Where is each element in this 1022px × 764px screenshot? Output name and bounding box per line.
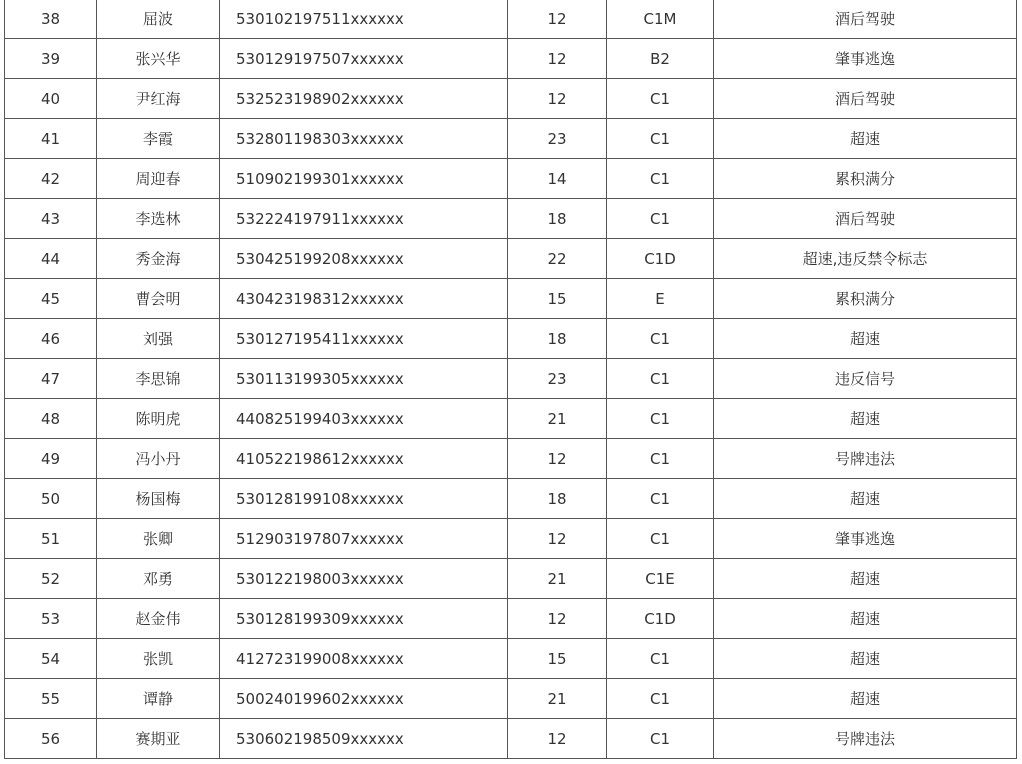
cell-serial-number: 42 [5,159,97,199]
cell-points: 18 [508,199,607,239]
cell-serial-number: 39 [5,39,97,79]
records-table [4,0,1017,759]
cell-points: 12 [508,79,607,119]
table-row [5,0,1017,39]
cell-name: 邓勇 [97,559,220,599]
cell-points: 21 [508,399,607,439]
cell-id-number: 440825199403xxxxxx [220,399,508,439]
cell-violation: 酒后驾驶 [714,79,1017,119]
table-row [5,119,1017,159]
cell-points: 18 [508,479,607,519]
cell-name: 陈明虎 [97,399,220,439]
cell-id-number: 532523198902xxxxxx [220,79,508,119]
cell-license-class: C1 [607,79,714,119]
table-row [5,239,1017,279]
cell-name: 刘强 [97,319,220,359]
table-row [5,599,1017,639]
cell-points: 23 [508,119,607,159]
table-row [5,719,1017,759]
cell-serial-number: 47 [5,359,97,399]
cell-id-number: 512903197807xxxxxx [220,519,508,559]
cell-name: 杨国梅 [97,479,220,519]
table-row [5,679,1017,719]
table-row [5,559,1017,599]
cell-violation: 超速 [714,679,1017,719]
cell-license-class: C1M [607,0,714,39]
cell-points: 12 [508,719,607,759]
cell-id-number: 530122198003xxxxxx [220,559,508,599]
table-row [5,319,1017,359]
cell-points: 21 [508,679,607,719]
cell-points: 23 [508,359,607,399]
cell-serial-number: 48 [5,399,97,439]
cell-serial-number: 43 [5,199,97,239]
table-row [5,79,1017,119]
cell-serial-number: 56 [5,719,97,759]
cell-id-number: 530113199305xxxxxx [220,359,508,399]
cell-violation: 肇事逃逸 [714,39,1017,79]
cell-violation: 超速 [714,119,1017,159]
cell-violation: 超速 [714,639,1017,679]
cell-serial-number: 46 [5,319,97,359]
cell-violation: 超速 [714,399,1017,439]
cell-serial-number: 52 [5,559,97,599]
cell-serial-number: 53 [5,599,97,639]
cell-license-class: C1 [607,359,714,399]
cell-points: 21 [508,559,607,599]
cell-license-class: C1 [607,319,714,359]
cell-name: 张凯 [97,639,220,679]
table-row [5,399,1017,439]
cell-license-class: C1 [607,159,714,199]
table-row [5,479,1017,519]
cell-license-class: E [607,279,714,319]
cell-violation: 超速 [714,479,1017,519]
cell-id-number: 530129197507xxxxxx [220,39,508,79]
cell-name: 张兴华 [97,39,220,79]
cell-points: 14 [508,159,607,199]
table-row [5,279,1017,319]
table-row [5,159,1017,199]
cell-id-number: 530425199208xxxxxx [220,239,508,279]
cell-violation: 号牌违法 [714,439,1017,479]
cell-license-class: B2 [607,39,714,79]
cell-serial-number: 50 [5,479,97,519]
cell-id-number: 510902199301xxxxxx [220,159,508,199]
cell-points: 12 [508,519,607,559]
cell-violation: 超速 [714,319,1017,359]
table-row [5,639,1017,679]
cell-violation: 超速 [714,559,1017,599]
table-row [5,199,1017,239]
cell-license-class: C1 [607,399,714,439]
cell-serial-number: 51 [5,519,97,559]
cell-id-number: 530128199309xxxxxx [220,599,508,639]
cell-name: 尹红海 [97,79,220,119]
cell-name: 李霞 [97,119,220,159]
cell-violation: 号牌违法 [714,719,1017,759]
cell-license-class: C1 [607,479,714,519]
cell-license-class: C1D [607,239,714,279]
cell-violation: 累积满分 [714,279,1017,319]
cell-license-class: C1D [607,599,714,639]
cell-license-class: C1 [607,439,714,479]
cell-name: 冯小丹 [97,439,220,479]
cell-license-class: C1 [607,199,714,239]
cell-name: 周迎春 [97,159,220,199]
cell-id-number: 530602198509xxxxxx [220,719,508,759]
table-row [5,439,1017,479]
cell-license-class: C1E [607,559,714,599]
table-row [5,519,1017,559]
cell-id-number: 530102197511xxxxxx [220,0,508,39]
cell-id-number: 530127195411xxxxxx [220,319,508,359]
cell-serial-number: 44 [5,239,97,279]
cell-license-class: C1 [607,639,714,679]
cell-points: 12 [508,0,607,39]
cell-violation: 超速 [714,599,1017,639]
cell-violation: 违反信号 [714,359,1017,399]
cell-points: 15 [508,639,607,679]
cell-violation: 酒后驾驶 [714,0,1017,39]
cell-serial-number: 54 [5,639,97,679]
cell-id-number: 532801198303xxxxxx [220,119,508,159]
cell-name: 李思锦 [97,359,220,399]
cell-violation: 酒后驾驶 [714,199,1017,239]
cell-violation: 肇事逃逸 [714,519,1017,559]
cell-serial-number: 45 [5,279,97,319]
table-row [5,39,1017,79]
cell-points: 15 [508,279,607,319]
cell-points: 12 [508,599,607,639]
cell-name: 张卿 [97,519,220,559]
cell-name: 屈波 [97,0,220,39]
cell-name: 赛期亚 [97,719,220,759]
cell-id-number: 530128199108xxxxxx [220,479,508,519]
cell-serial-number: 55 [5,679,97,719]
cell-license-class: C1 [607,519,714,559]
cell-points: 18 [508,319,607,359]
cell-points: 22 [508,239,607,279]
cell-license-class: C1 [607,119,714,159]
cell-name: 谭静 [97,679,220,719]
cell-points: 12 [508,439,607,479]
cell-license-class: C1 [607,719,714,759]
cell-name: 秀金海 [97,239,220,279]
cell-violation: 超速,违反禁令标志 [714,239,1017,279]
cell-points: 12 [508,39,607,79]
cell-violation: 累积满分 [714,159,1017,199]
cell-name: 曹会明 [97,279,220,319]
cell-serial-number: 49 [5,439,97,479]
records-table-body [5,0,1017,759]
cell-id-number: 412723199008xxxxxx [220,639,508,679]
cell-id-number: 532224197911xxxxxx [220,199,508,239]
cell-id-number: 500240199602xxxxxx [220,679,508,719]
cell-serial-number: 40 [5,79,97,119]
cell-license-class: C1 [607,679,714,719]
table-row [5,359,1017,399]
cell-serial-number: 41 [5,119,97,159]
cell-id-number: 410522198612xxxxxx [220,439,508,479]
cell-name: 赵金伟 [97,599,220,639]
cell-id-number: 430423198312xxxxxx [220,279,508,319]
cell-name: 李选林 [97,199,220,239]
cell-serial-number: 38 [5,0,97,39]
